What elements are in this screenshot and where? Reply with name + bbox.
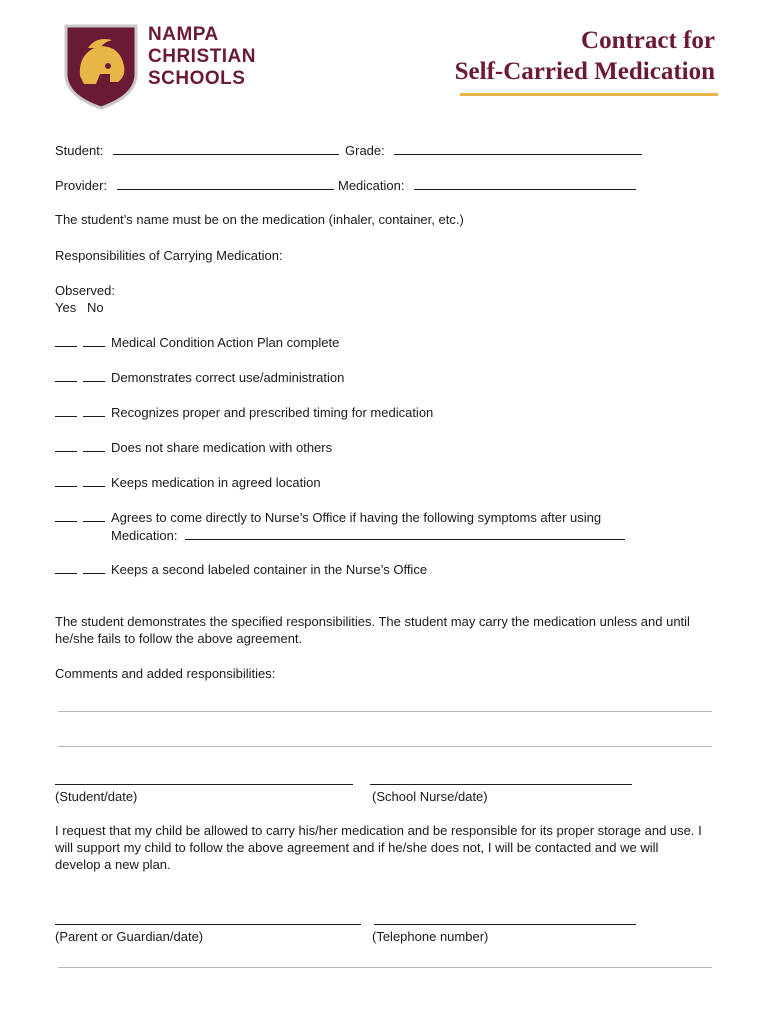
symptom-medication-row bbox=[111, 527, 625, 544]
comments-label: Comments and added responsibilities: bbox=[55, 666, 276, 681]
checklist-item bbox=[55, 439, 332, 456]
checklist-item-label: Demonstrates correct use/administration bbox=[111, 370, 345, 385]
school-name-line3: SCHOOLS bbox=[148, 68, 246, 89]
checklist-item bbox=[55, 474, 321, 491]
student-label: Student: bbox=[55, 143, 104, 158]
checklist-item-label: Agrees to come directly to Nurse’s Office if having the following symptoms after using bbox=[111, 510, 602, 525]
yes-blank[interactable] bbox=[55, 474, 77, 487]
checklist-item-label: Keeps a second labeled container in the Nurse’s Office bbox=[111, 562, 428, 577]
checklist-item-label: Medical Condition Action Plan complete bbox=[111, 335, 340, 350]
student-field-row bbox=[55, 142, 339, 159]
school-logo bbox=[60, 18, 260, 110]
student-signature-line[interactable] bbox=[55, 784, 353, 785]
provider-field-row bbox=[55, 177, 334, 194]
student-date-label: (Student/date) bbox=[55, 789, 138, 804]
no-blank[interactable] bbox=[83, 404, 105, 417]
no-blank[interactable] bbox=[83, 509, 105, 522]
provider-input-line[interactable] bbox=[117, 177, 334, 190]
checklist-item bbox=[55, 561, 427, 578]
symptom-medication-label: Medication: bbox=[111, 528, 178, 543]
symptom-medication-line[interactable] bbox=[185, 527, 625, 540]
no-blank[interactable] bbox=[83, 439, 105, 452]
comment-line[interactable] bbox=[58, 711, 712, 712]
yes-no-label: Yes No bbox=[55, 300, 104, 315]
checklist-item bbox=[55, 334, 339, 351]
bottom-line[interactable] bbox=[58, 967, 712, 968]
grade-label: Grade: bbox=[345, 143, 385, 158]
grade-input-line[interactable] bbox=[394, 142, 642, 155]
checklist-item bbox=[55, 369, 344, 386]
yes-blank[interactable] bbox=[55, 369, 77, 382]
checklist-item-label: Keeps medication in agreed location bbox=[111, 475, 321, 490]
yes-blank[interactable] bbox=[55, 334, 77, 347]
spartan-shield-icon bbox=[60, 18, 142, 110]
school-name-line1: NAMPA bbox=[148, 24, 219, 45]
title-line1: Contract for bbox=[581, 27, 715, 54]
checklist-item bbox=[55, 509, 601, 526]
agreement-paragraph: The student demonstrates the specified responsibilities. The student may carry the medication unless and until he/she fails to follow the above agreement. bbox=[55, 614, 690, 646]
parent-date-label: (Parent or Guardian/date) bbox=[55, 929, 204, 944]
observed-label: Observed: bbox=[55, 283, 115, 298]
no-blank[interactable] bbox=[83, 474, 105, 487]
yes-blank[interactable] bbox=[55, 404, 77, 417]
parent-request-paragraph: I request that my child be allowed to carry his/her medication and be responsible for its proper storage and use. I will support my child to follow the above agreement and if he/she does not, I will be contacted and we will develop a new plan. bbox=[55, 823, 702, 872]
nurse-signature-line[interactable] bbox=[370, 784, 632, 785]
medication-label: Medication: bbox=[338, 178, 405, 193]
yes-blank[interactable] bbox=[55, 439, 77, 452]
name-note: The student’s name must be on the medication (inhaler, container, etc.) bbox=[55, 212, 464, 227]
no-blank[interactable] bbox=[83, 369, 105, 382]
medication-field-row bbox=[338, 177, 636, 194]
yes-blank[interactable] bbox=[55, 561, 77, 574]
checklist-item-label: Does not share medication with others bbox=[111, 440, 333, 455]
nurse-date-label: (School Nurse/date) bbox=[372, 789, 488, 804]
grade-field-row bbox=[345, 142, 642, 159]
school-name-line2: CHRISTIAN bbox=[148, 46, 256, 67]
responsibilities-heading: Responsibilities of Carrying Medication: bbox=[55, 248, 283, 263]
provider-label: Provider: bbox=[55, 178, 108, 193]
comment-line[interactable] bbox=[58, 746, 712, 747]
student-input-line[interactable] bbox=[113, 142, 339, 155]
checklist-item-label: Recognizes proper and prescribed timing for medication bbox=[111, 405, 434, 420]
medication-input-line[interactable] bbox=[414, 177, 636, 190]
telephone-label: (Telephone number) bbox=[372, 929, 489, 944]
no-blank[interactable] bbox=[83, 561, 105, 574]
title-line2: Self-Carried Medication bbox=[454, 58, 715, 85]
yes-blank[interactable] bbox=[55, 509, 77, 522]
title-underline bbox=[460, 93, 718, 96]
telephone-line[interactable] bbox=[374, 924, 636, 925]
no-blank[interactable] bbox=[83, 334, 105, 347]
parent-signature-line[interactable] bbox=[55, 924, 361, 925]
checklist-item bbox=[55, 404, 433, 421]
